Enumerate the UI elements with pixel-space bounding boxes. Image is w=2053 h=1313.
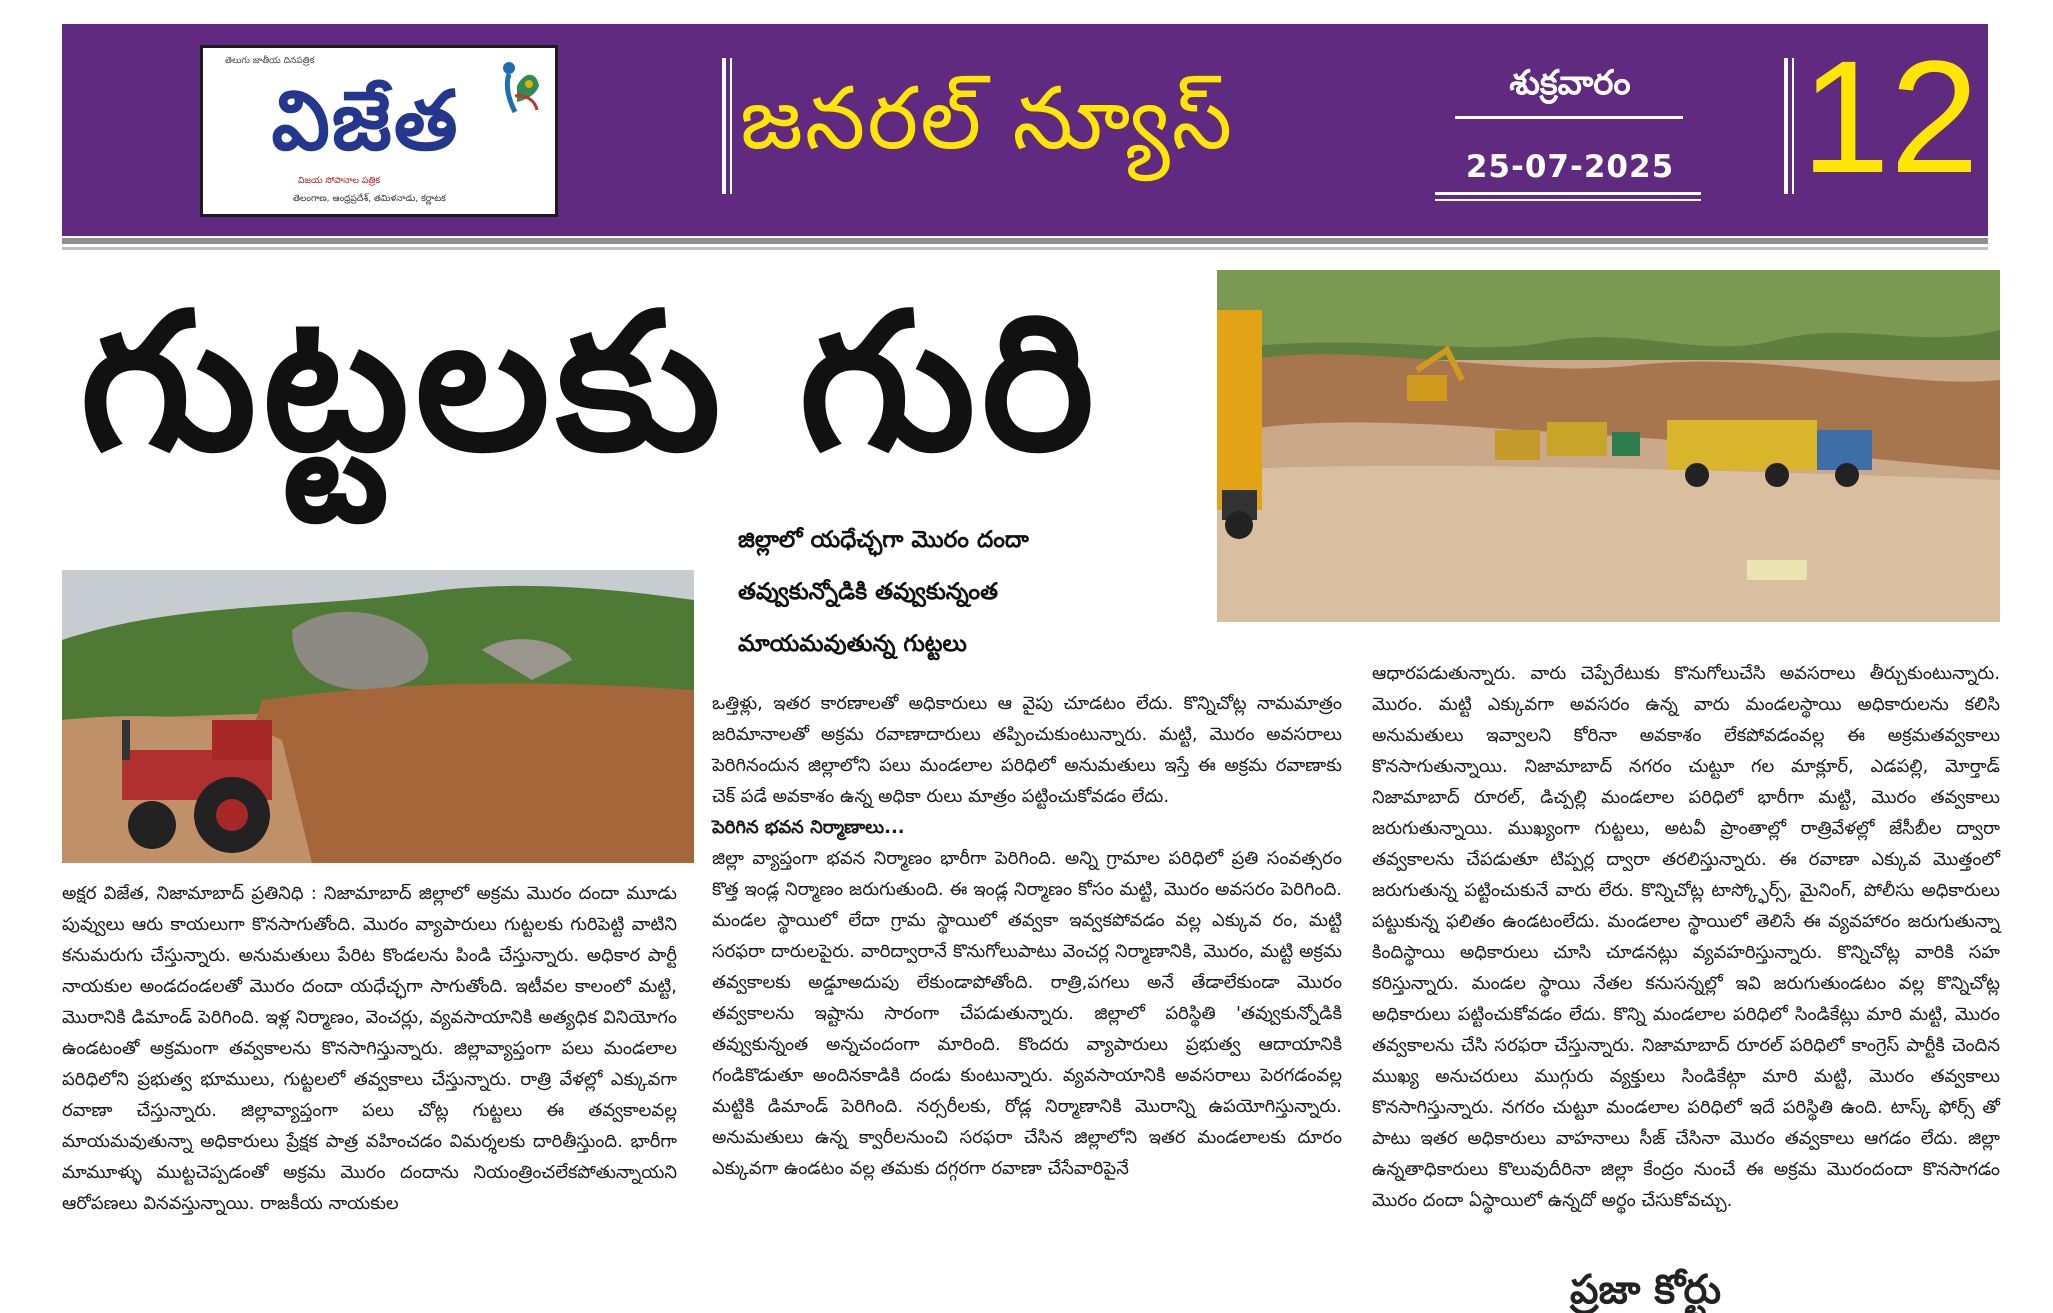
masthead-separator-right-thin bbox=[1792, 58, 1794, 194]
article-column-1 bbox=[62, 878, 677, 1258]
masthead-divider-thin bbox=[62, 247, 1988, 250]
logo-slogan: విజయ సోపానాల పత్రిక bbox=[298, 176, 381, 186]
issue-day: శుక్రవారం bbox=[1509, 63, 1631, 103]
article-headline: గుట్టలకు గురి bbox=[80, 272, 1101, 493]
quarry-trucks-photo[interactable] bbox=[1217, 270, 2000, 622]
body-paragraph: జిల్లా వ్యాప్తంగా భవన నిర్మాణం భారీగా పెరిగింది. అన్ని గ్రామాల పరిధిలో ప్రతి సంవత్సరం కొత్త ఇండ్ల నిర్మాణం జరుగుతుంది. ఈ ఇండ్ల నిర్మాణం కోసం మట్టి, మొరం అవసరం పెరిగింది. మండల స్థాయిలో లేదా గ్రామ స్థాయిలో తవ్వకా ఇవ్వకపోవడం వల్ల ఎక్కువ రం, మట్టి సరఫరా దారులపైరు. వారిద్వారానే కొనుగోలుపాటు వెంచర్ల నిర్మాణానికి, మొరం, మట్టి అక్రమ తవ్వకాలకు అడ్డూఅదుపు లేకుండాపోతోంది. రాత్రి,పగలు అనే తేడాలేకుండా మొరం తవ్వకాలను ఇష్టాను సారంగా చేపడుతున్నారు. జిల్లాలో పరిస్థితి 'తవ్వుకున్నోడికి తవ్వుకున్నంత అన్నచందంగా మారింది. కొందరు వ్యాపారులు ప్రభుత్వ ఆదాయానికి గండికొడుతూ అందినకాడికి దండు కుంటున్నారు. వ్యవసాయానికి అవసరాలు పెరగడంవల్ల మట్టికి డిమాండ్ పెరిగింది. నర్సరీలకు, రోడ్ల నిర్మాణానికి మొరాన్ని ఉపయోగిస్తున్నారు. అనుమతులు ఉన్న క్వారీలనుంచి సరఫరా చేసిన జిల్లాలోని ఇతర మండలాలకు దూరం ఎక్కువగా ఉండటం వల్ల తమకు దగ్గరగా రవాణా చేసేవారిపైనే bbox=[712, 848, 1342, 1179]
newspaper-logo[interactable] bbox=[200, 45, 558, 217]
article-column-2 bbox=[712, 688, 1342, 1258]
logo-tagline: తెలుగు జాతీయ దినపత్రిక bbox=[225, 56, 315, 66]
masthead-separator-left bbox=[722, 58, 726, 194]
article-column-3 bbox=[1372, 658, 2000, 1258]
logo-states: తెలంగాణ, ఆంధ్రప్రదేశ్, తమిళనాడు, కర్ణాటక bbox=[293, 194, 446, 204]
next-story-teaser[interactable]: ప్రజా కోర్టు bbox=[1570, 1267, 1722, 1313]
subhead-line: తవ్వుకున్నోడికి తవ్వుకున్నంత bbox=[738, 579, 998, 605]
subhead-line: మాయమవుతున్న గుట్టలు bbox=[738, 631, 967, 657]
masthead-separator-right bbox=[1784, 58, 1788, 194]
masthead-divider bbox=[62, 238, 1988, 244]
date-underline bbox=[1435, 192, 1701, 195]
page-number: 12 bbox=[1801, 27, 1979, 206]
article-subheads bbox=[738, 514, 1138, 670]
body-paragraph: ఆధారపడుతున్నారు. వారు చెప్పేరేటుకు కొనుగోలుచేసి అవసరాలు తీర్చుకుంటున్నారు. మొరం. మట్టి ఎక్కువగా అవసరం ఉన్న వారు మండలస్థాయి అధికారులను కలిసి అనుమతులు ఇవ్వాలని కోరినా అవకాశం లేకపోవడంవల్ల ఈ అక్రమతవ్వకాలు కొనసాగుతున్నాయి. నిజామాబాద్ నగరం చుట్టూ గల మాక్లూర్, ఎడపల్లి, మోర్తాడ్ నిజామాబాద్ రూరల్, డిచ్పల్లి మండలాల పరిధిలో భారీగా మట్టి, మొరం తవ్వకాలు జరుగుతున్నాయి. ముఖ్యంగా గుట్టలు, అటవీ ప్రాంతాల్లో రాత్రివేళల్లో జేసీబీల ద్వారా తవ్వకాలను చేపడుతూ టిప్పర్ల ద్వారా తరలిస్తున్నారు. ఈ రవాణా ఎక్కువ మొత్తంలో జరుగుతున్న పట్టించుకునే వారు లేరు. కొన్నిచోట్ల టాస్క్ఫోర్స్, మైనింగ్, పోలీసు అధికారులు పట్టుకున్న ఫలితం ఉండటంలేదు. మండలాల స్థాయిలో తెలిసే ఈ వ్యవహారం జరుగుతున్నా కిందిస్థాయి అధికారులు చూసి చూడనట్లు వ్యవహరిస్తున్నారు. కొన్నిచోట్ల వారికి సహ కరిస్తున్నారు. మండల స్థాయి నేతల కనుసన్నల్లో ఇవి జరుగుతుండటం వల్ల కొన్నిచోట్ల అధికారులు పట్టించుకోవడం లేదు. కొన్ని మండలాల పరిధిలో సిండికేట్లు మారి మట్టి, మొరం తవ్వకాలను చేసి సరఫరా చేస్తున్నారు. నిజామాబాద్ రూరల్ పరిధిలో కాంగ్రెస్ పార్టీకి చెందిన ముఖ్య అనుచరులు ముగ్గురు వ్యక్తులు సిండికేట్గా మారి మట్టి, మొరం తవ్వకాలు కొనసాగిస్తున్నారు. నగరం చుట్టూ మండలాల పరిధిలో ఇదే పరిస్థితి ఉంది. టాస్క్ ఫోర్స్ తో పాటు ఇతర అధికారులు వాహనాలు సీజ్ చేసినా మొరం తవ్వకాలు ఆగడం లేదు. జిల్లా ఉన్నతాధికారులు కొలువుదీరినా జిల్లా కేంద్రం నుంచే ఈ అక్రమ మొరందందా కొనసాగడం మొరం దందా ఏస్థాయిలో ఉన్నదో అర్థం చేసుకోవచ్చు. bbox=[1372, 663, 2000, 1211]
body-paragraph: ఒత్తిళ్లు, ఇతర కారణాలతో అధికారులు ఆ వైపు చూడటం లేదు. కొన్నిచోట్ల నామమాత్రం జరిమానాలతో అక్రమ రవాణాదారులు తప్పించుకుంటున్నారు. మట్టి, మొరం అవసరాలు పెరిగినందున జిల్లాలోని పలు మండలాల పరిధిలో అనుమతులు ఇస్తే ఈ అక్రమ రవాణాకు చెక్ పడే అవకాశం ఉన్న అధికా రులు మాత్రం పట్టించుకోవడం లేదు. bbox=[712, 693, 1342, 807]
masthead-separator-left-thin bbox=[730, 58, 732, 194]
section-subtitle: పెరిగిన భవన నిర్మాణాలు... bbox=[712, 817, 905, 838]
body-paragraph: అక్షర విజేత, నిజామాబాద్ ప్రతినిధి : నిజామాబాద్ జిల్లాలో అక్రమ మొరం దందా మూడు పువ్వులు ఆరు కాయలుగా కొనసాగుతోంది. మొరం వ్యాపారులు గుట్టలకు గురిపెట్టి వాటిని కనుమరుగు చేస్తున్నారు. అనుమతులు పేరిట కొండలను పిండి చేస్తున్నారు. అధికార పార్టీ నాయకుల అండదండలతో మొరం దందా యధేచ్ఛగా సాగుతోంది. ఇటీవల కాలంలో మట్టి, మొరానికి డిమాండ్ పెరిగింది. ఇళ్ల నిర్మాణం, వెంచర్లు, వ్యవసాయానికి అత్యధిక వినియోగం ఉండటంతో అక్రమంగా తవ్వకాలను కొనసాగిస్తున్నారు. జిల్లావ్యాప్తంగా పలు మండలాల పరిధిలోని ప్రభుత్వ భూములు, గుట్టలలో తవ్వకాలు చేస్తున్నారు. రాత్రి వేళల్లో ఎక్కువగా రవాణా చేస్తున్నారు. జిల్లావ్యాప్తంగా పలు చోట్ల గుట్టలు ఈ తవ్వకాలవల్ల మాయమవుతున్నా అధికారులు ప్రేక్షక పాత్ర వహించడం విమర్శలకు దారితీస్తుంది. భారీగా మామూళ్ళు ముట్టచెప్పడంతో అక్రమ మొరం దందాను నియంత్రించలేకపోతున్నాయని ఆరోపణలు వినవస్తున్నాయి. రాజకీయ నాయకుల bbox=[62, 883, 677, 1214]
tractor-quarry-photo[interactable] bbox=[62, 570, 694, 863]
section-title: జనరల్ న్యూస్ bbox=[740, 69, 1235, 169]
day-underline bbox=[1455, 116, 1683, 119]
subhead-line: జిల్లాలో యధేచ్ఛగా మొరం దందా bbox=[738, 527, 1029, 553]
logo-wordmark: విజేత bbox=[271, 74, 460, 169]
date-underline-thin bbox=[1435, 199, 1701, 201]
issue-date: 25-07-2025 bbox=[1465, 149, 1675, 185]
